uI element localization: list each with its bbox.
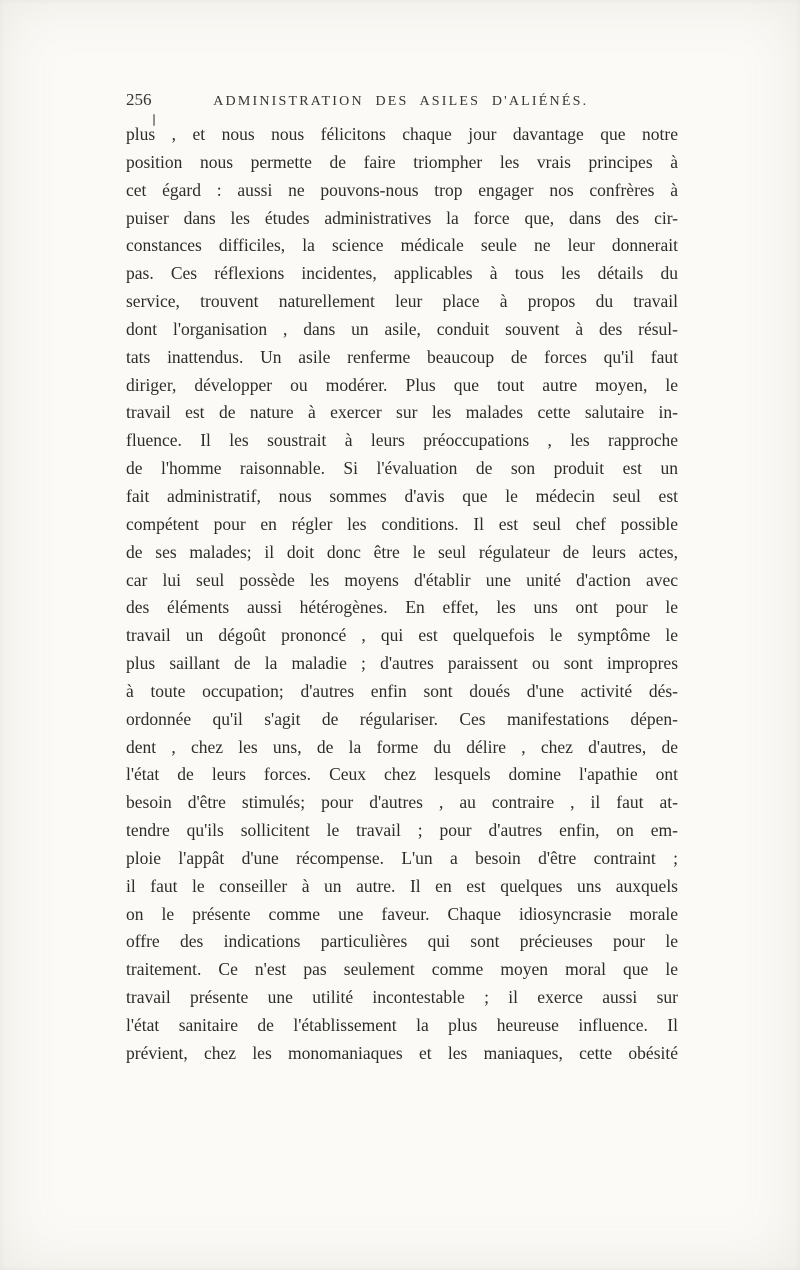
text-line: car lui seul possède les moyens d'établir une unité d'action avec	[126, 569, 678, 590]
text-line: plus , et nous nous félicitons chaque jour davantage que notre	[126, 124, 678, 144]
page-body-text	[126, 121, 678, 1068]
text-line: diriger, développer ou modérer. Plus que tout autre moyen, le	[126, 374, 678, 395]
text-line: l'état de leurs forces. Ceux chez lesquels domine l'apathie ont	[126, 764, 678, 785]
text-line: de l'homme raisonnable. Si l'évaluation de son produit est un	[126, 458, 678, 479]
text-line: pas. Ces réflexions incidentes, applicables à tous les détails du	[126, 263, 678, 284]
text-line: besoin d'être stimulés; pour d'autres , au contraire , il faut at-	[126, 792, 678, 813]
text-line: prévient, chez les monomaniaques et les maniaques, cette obésité	[126, 1042, 678, 1063]
text-line: l'état sanitaire de l'établissement la plus heureuse influence. Il	[126, 1015, 678, 1035]
running-header-title: ADMINISTRATION DES ASILES D'ALIÉNÉS.	[213, 94, 589, 109]
text-line: dent , chez les uns, de la forme du délire , chez d'autres, de	[126, 736, 678, 757]
text-line: puiser dans les études administratives la force que, dans des cir-	[126, 207, 678, 228]
text-line: de ses malades; il doit donc être le seul régulateur de leurs actes,	[126, 541, 678, 562]
text-line: travail est de nature à exercer sur les malades cette salutaire in-	[126, 402, 678, 423]
text-line: compétent pour en régler les conditions. Il est seul chef possible	[126, 513, 678, 534]
text-line: position nous permette de faire triompher les vrais principes à	[126, 151, 678, 172]
text-line: dont l'organisation , dans un asile, conduit souvent à des résul-	[126, 318, 678, 339]
text-line: traitement. Ce n'est pas seulement comme moyen moral que le	[126, 959, 678, 980]
text-line: des éléments aussi hétérogènes. En effet, les uns ont pour le	[126, 597, 678, 618]
text-line: on le présente comme une faveur. Chaque idiosyncrasie morale	[126, 903, 678, 924]
text-line: service, trouvent naturellement leur place à propos du travail	[126, 291, 678, 312]
text-line: offre des indications particulières qui sont précieuses pour le	[126, 931, 678, 952]
text-line: il faut le conseiller à un autre. Il en est quelques uns auxquels	[126, 875, 678, 896]
text-line: ploie l'appât d'une récompense. L'un a besoin d'être contraint ;	[126, 847, 678, 868]
text-line: tats inattendus. Un asile renferme beaucoup de forces qu'il faut	[126, 346, 678, 367]
running-header	[126, 90, 678, 110]
text-line: cet égard : aussi ne pouvons-nous trop engager nos confrères à	[126, 179, 678, 200]
text-line: constances difficiles, la science médicale seule ne leur donnerait	[126, 235, 678, 256]
text-line: travail un dégoût prononcé , qui est quelquefois le symptôme le	[126, 625, 678, 646]
text-line: travail présente une utilité incontestable ; il exerce aussi sur	[126, 987, 678, 1008]
text-line: plus saillant de la maladie ; d'autres paraissent ou sont impropres	[126, 653, 678, 674]
text-line: ordonnée qu'il s'agit de régulariser. Ces manifestations dépen-	[126, 708, 678, 729]
text-line: tendre qu'ils sollicitent le travail ; pour d'autres enfin, on em-	[126, 820, 678, 841]
page-number: 256	[126, 90, 152, 109]
text-line: à toute occupation; d'autres enfin sont doués d'une activité dés-	[126, 680, 678, 701]
text-line: fait administratif, nous sommes d'avis que le médecin seul est	[126, 485, 678, 506]
text-line: fluence. Il les soustrait à leurs préoccupations , les rapproche	[126, 430, 678, 451]
